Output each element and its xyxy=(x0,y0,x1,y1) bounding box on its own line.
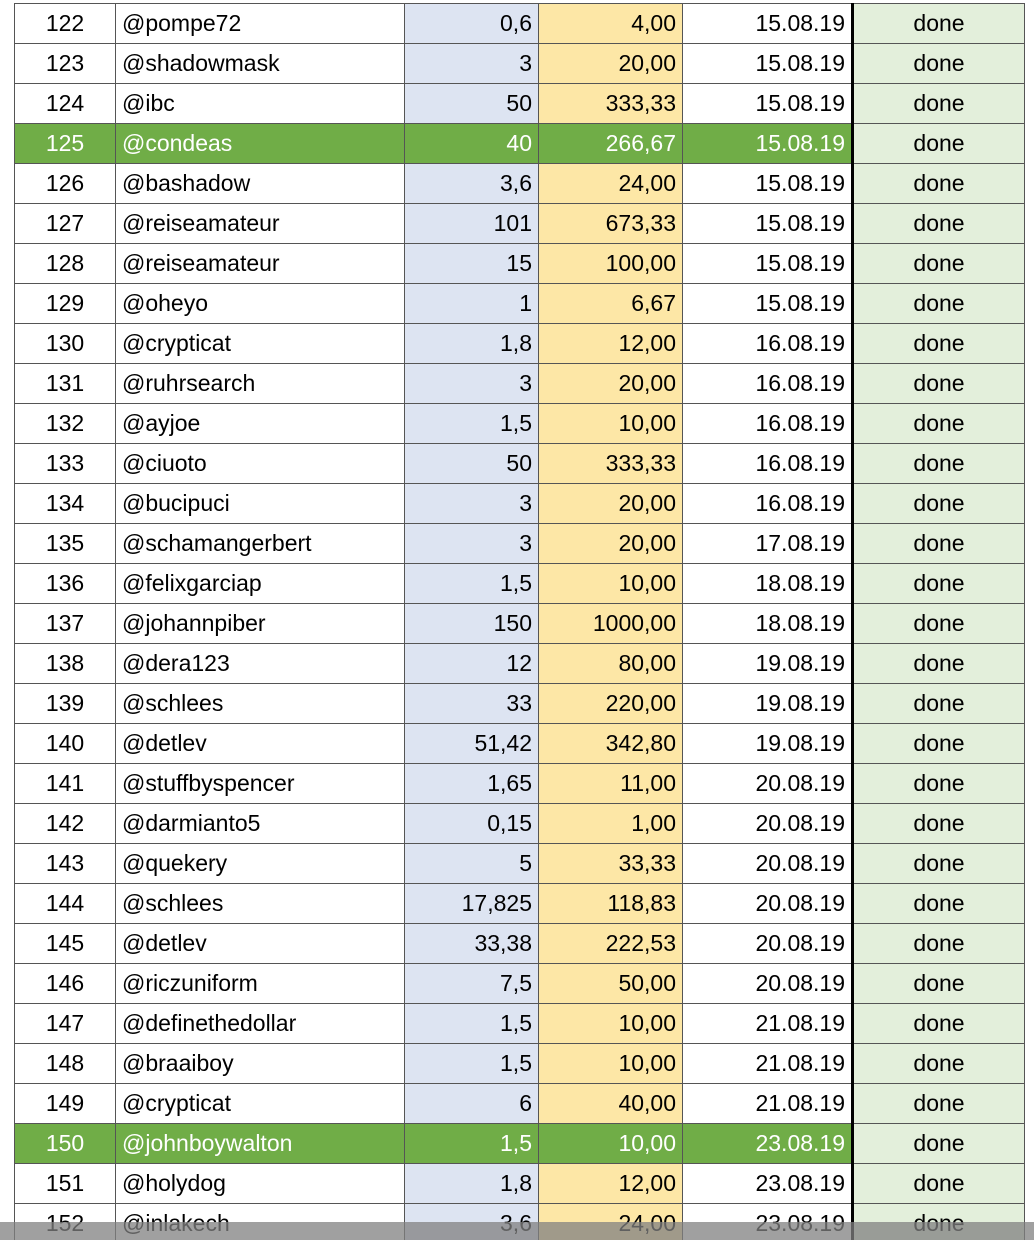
date-cell[interactable]: 23.08.19 xyxy=(683,1124,853,1164)
row-number-cell[interactable]: 143 xyxy=(15,844,116,884)
date-cell[interactable]: 20.08.19 xyxy=(683,924,853,964)
date-cell[interactable]: 15.08.19 xyxy=(683,204,853,244)
amount-cell[interactable]: 5 xyxy=(405,844,539,884)
status-cell[interactable]: done xyxy=(853,484,1025,524)
value-cell[interactable]: 80,00 xyxy=(539,644,683,684)
row-number-cell[interactable]: 149 xyxy=(15,1084,116,1124)
status-cell[interactable]: done xyxy=(853,924,1025,964)
status-cell[interactable]: done xyxy=(853,404,1025,444)
username-cell[interactable]: @schamangerbert xyxy=(116,524,405,564)
amount-cell[interactable]: 1,5 xyxy=(405,564,539,604)
date-cell[interactable]: 15.08.19 xyxy=(683,164,853,204)
row-number-cell[interactable]: 141 xyxy=(15,764,116,804)
row-number-cell[interactable]: 146 xyxy=(15,964,116,1004)
amount-cell[interactable]: 1,5 xyxy=(405,1044,539,1084)
amount-cell[interactable]: 101 xyxy=(405,204,539,244)
status-cell[interactable]: done xyxy=(853,564,1025,604)
row-number-cell[interactable]: 138 xyxy=(15,644,116,684)
date-cell[interactable]: 23.08.19 xyxy=(683,1164,853,1204)
amount-cell[interactable]: 0,6 xyxy=(405,4,539,44)
username-cell[interactable]: @detlev xyxy=(116,724,405,764)
table-row xyxy=(15,804,1025,844)
amount-cell[interactable]: 1 xyxy=(405,284,539,324)
username-cell[interactable]: @schlees xyxy=(116,684,405,724)
date-cell[interactable]: 18.08.19 xyxy=(683,604,853,644)
row-number-cell[interactable]: 124 xyxy=(15,84,116,124)
value-cell[interactable]: 342,80 xyxy=(539,724,683,764)
row-number-cell[interactable]: 135 xyxy=(15,524,116,564)
value-cell[interactable]: 10,00 xyxy=(539,1124,683,1164)
date-cell[interactable]: 16.08.19 xyxy=(683,364,853,404)
value-cell[interactable]: 33,33 xyxy=(539,844,683,884)
table-row xyxy=(15,564,1025,604)
row-number-cell[interactable]: 125 xyxy=(15,124,116,164)
status-cell[interactable]: done xyxy=(853,1044,1025,1084)
amount-cell[interactable]: 3 xyxy=(405,524,539,564)
amount-cell[interactable]: 12 xyxy=(405,644,539,684)
date-cell[interactable]: 20.08.19 xyxy=(683,764,853,804)
status-cell[interactable]: done xyxy=(853,4,1025,44)
table-row xyxy=(15,4,1025,44)
status-cell[interactable]: done xyxy=(853,804,1025,844)
table-row xyxy=(15,924,1025,964)
value-cell[interactable]: 118,83 xyxy=(539,884,683,924)
value-cell[interactable]: 24,00 xyxy=(539,164,683,204)
value-cell[interactable]: 20,00 xyxy=(539,44,683,84)
table-row xyxy=(15,1164,1025,1204)
amount-cell[interactable]: 0,15 xyxy=(405,804,539,844)
value-cell[interactable]: 40,00 xyxy=(539,1084,683,1124)
username-cell[interactable]: @condeas xyxy=(116,124,405,164)
row-number-cell[interactable]: 130 xyxy=(15,324,116,364)
amount-cell[interactable]: 50 xyxy=(405,444,539,484)
table-row xyxy=(15,1084,1025,1124)
status-cell[interactable]: done xyxy=(853,964,1025,1004)
value-cell[interactable]: 1,00 xyxy=(539,804,683,844)
row-number-cell[interactable]: 126 xyxy=(15,164,116,204)
table-row xyxy=(15,404,1025,444)
row-number-cell[interactable]: 134 xyxy=(15,484,116,524)
username-cell[interactable]: @definethedollar xyxy=(116,1004,405,1044)
amount-cell[interactable]: 3,6 xyxy=(405,164,539,204)
date-cell[interactable]: 19.08.19 xyxy=(683,644,853,684)
table-row xyxy=(15,1004,1025,1044)
row-number-cell[interactable]: 127 xyxy=(15,204,116,244)
table-row xyxy=(15,324,1025,364)
row-number-cell[interactable]: 129 xyxy=(15,284,116,324)
value-cell[interactable]: 1000,00 xyxy=(539,604,683,644)
status-cell[interactable]: done xyxy=(853,1084,1025,1124)
username-cell[interactable]: @riczuniform xyxy=(116,964,405,1004)
date-cell[interactable]: 16.08.19 xyxy=(683,404,853,444)
date-cell[interactable]: 16.08.19 xyxy=(683,444,853,484)
table-row xyxy=(15,84,1025,124)
date-cell[interactable]: 21.08.19 xyxy=(683,1004,853,1044)
table-row xyxy=(15,444,1025,484)
username-cell[interactable]: @schlees xyxy=(116,884,405,924)
table-row xyxy=(15,284,1025,324)
status-cell[interactable]: done xyxy=(853,324,1025,364)
status-cell[interactable]: done xyxy=(853,244,1025,284)
status-cell[interactable]: done xyxy=(853,204,1025,244)
username-cell[interactable]: @reiseamateur xyxy=(116,244,405,284)
value-cell[interactable]: 20,00 xyxy=(539,484,683,524)
row-number-cell[interactable]: 136 xyxy=(15,564,116,604)
status-cell[interactable]: done xyxy=(853,1164,1025,1204)
amount-cell[interactable]: 1,5 xyxy=(405,1124,539,1164)
username-cell[interactable]: @bucipuci xyxy=(116,484,405,524)
status-cell[interactable]: done xyxy=(853,764,1025,804)
date-cell[interactable]: 20.08.19 xyxy=(683,844,853,884)
table-body xyxy=(15,4,1025,1240)
date-cell[interactable]: 20.08.19 xyxy=(683,964,853,1004)
value-cell[interactable]: 100,00 xyxy=(539,244,683,284)
value-cell[interactable]: 4,00 xyxy=(539,4,683,44)
table-row xyxy=(15,124,1025,164)
username-cell[interactable]: @dera123 xyxy=(116,644,405,684)
table-row xyxy=(15,724,1025,764)
row-number-cell[interactable]: 122 xyxy=(15,4,116,44)
amount-cell[interactable]: 3 xyxy=(405,484,539,524)
date-cell[interactable]: 17.08.19 xyxy=(683,524,853,564)
date-cell[interactable]: 15.08.19 xyxy=(683,284,853,324)
row-number-cell[interactable]: 139 xyxy=(15,684,116,724)
value-cell[interactable]: 673,33 xyxy=(539,204,683,244)
status-cell[interactable]: done xyxy=(853,124,1025,164)
value-cell[interactable]: 222,53 xyxy=(539,924,683,964)
username-cell[interactable]: @oheyo xyxy=(116,284,405,324)
username-cell[interactable]: @ruhrsearch xyxy=(116,364,405,404)
date-cell[interactable]: 15.08.19 xyxy=(683,244,853,284)
row-number-cell[interactable]: 150 xyxy=(15,1124,116,1164)
payout-table xyxy=(14,3,1025,1240)
row-number-cell[interactable]: 133 xyxy=(15,444,116,484)
table-row xyxy=(15,1044,1025,1084)
row-number-cell[interactable]: 144 xyxy=(15,884,116,924)
status-cell[interactable]: done xyxy=(853,684,1025,724)
date-cell[interactable]: 21.08.19 xyxy=(683,1044,853,1084)
table-row xyxy=(15,884,1025,924)
username-cell[interactable]: @crypticat xyxy=(116,1084,405,1124)
table-row xyxy=(15,1124,1025,1164)
username-cell[interactable]: @ayjoe xyxy=(116,404,405,444)
value-cell[interactable]: 20,00 xyxy=(539,524,683,564)
username-cell[interactable]: @johnboywalton xyxy=(116,1124,405,1164)
username-cell[interactable]: @holydog xyxy=(116,1164,405,1204)
status-cell[interactable]: done xyxy=(853,524,1025,564)
table-row xyxy=(15,644,1025,684)
date-cell[interactable]: 16.08.19 xyxy=(683,324,853,364)
date-cell[interactable]: 19.08.19 xyxy=(683,684,853,724)
date-cell[interactable]: 16.08.19 xyxy=(683,484,853,524)
date-cell[interactable]: 15.08.19 xyxy=(683,84,853,124)
value-cell[interactable]: 11,00 xyxy=(539,764,683,804)
status-cell[interactable]: done xyxy=(853,444,1025,484)
table-row xyxy=(15,204,1025,244)
username-cell[interactable]: @johannpiber xyxy=(116,604,405,644)
amount-cell[interactable]: 3 xyxy=(405,364,539,404)
date-cell[interactable]: 15.08.19 xyxy=(683,44,853,84)
table-row xyxy=(15,764,1025,804)
username-cell[interactable]: @quekery xyxy=(116,844,405,884)
username-cell[interactable]: @detlev xyxy=(116,924,405,964)
date-cell[interactable]: 20.08.19 xyxy=(683,804,853,844)
username-cell[interactable]: @reiseamateur xyxy=(116,204,405,244)
value-cell[interactable]: 12,00 xyxy=(539,324,683,364)
amount-cell[interactable]: 1,65 xyxy=(405,764,539,804)
row-number-cell[interactable]: 147 xyxy=(15,1004,116,1044)
status-cell[interactable]: done xyxy=(853,644,1025,684)
value-cell[interactable]: 10,00 xyxy=(539,564,683,604)
value-cell[interactable]: 50,00 xyxy=(539,964,683,1004)
status-cell[interactable]: done xyxy=(853,1124,1025,1164)
row-number-cell[interactable]: 123 xyxy=(15,44,116,84)
value-cell[interactable]: 333,33 xyxy=(539,444,683,484)
date-cell[interactable]: 15.08.19 xyxy=(683,124,853,164)
username-cell[interactable]: @darmianto5 xyxy=(116,804,405,844)
username-cell[interactable]: @felixgarciap xyxy=(116,564,405,604)
table-row xyxy=(15,964,1025,1004)
status-cell[interactable]: done xyxy=(853,364,1025,404)
status-cell[interactable]: done xyxy=(853,84,1025,124)
amount-cell[interactable]: 33,38 xyxy=(405,924,539,964)
value-cell[interactable]: 6,67 xyxy=(539,284,683,324)
table-row xyxy=(15,524,1025,564)
value-cell[interactable]: 12,00 xyxy=(539,1164,683,1204)
table-row xyxy=(15,604,1025,644)
username-cell[interactable]: @braaiboy xyxy=(116,1044,405,1084)
amount-cell[interactable]: 1,8 xyxy=(405,324,539,364)
table-row xyxy=(15,244,1025,284)
value-cell[interactable]: 333,33 xyxy=(539,84,683,124)
status-cell[interactable]: done xyxy=(853,844,1025,884)
amount-cell[interactable]: 3 xyxy=(405,44,539,84)
username-cell[interactable]: @stuffbyspencer xyxy=(116,764,405,804)
row-number-cell[interactable]: 137 xyxy=(15,604,116,644)
value-cell[interactable]: 266,67 xyxy=(539,124,683,164)
row-number-cell[interactable]: 142 xyxy=(15,804,116,844)
status-cell[interactable]: done xyxy=(853,164,1025,204)
status-cell[interactable]: done xyxy=(853,284,1025,324)
amount-cell[interactable]: 1,5 xyxy=(405,404,539,444)
username-cell[interactable]: @bashadow xyxy=(116,164,405,204)
status-cell[interactable]: done xyxy=(853,884,1025,924)
amount-cell[interactable]: 1,8 xyxy=(405,1164,539,1204)
amount-cell[interactable]: 33 xyxy=(405,684,539,724)
table-row xyxy=(15,484,1025,524)
amount-cell[interactable]: 6 xyxy=(405,1084,539,1124)
row-number-cell[interactable]: 145 xyxy=(15,924,116,964)
amount-cell[interactable]: 150 xyxy=(405,604,539,644)
username-cell[interactable]: @pompe72 xyxy=(116,4,405,44)
row-number-cell[interactable]: 148 xyxy=(15,1044,116,1084)
amount-cell[interactable]: 40 xyxy=(405,124,539,164)
row-number-cell[interactable]: 140 xyxy=(15,724,116,764)
table-row xyxy=(15,364,1025,404)
username-cell[interactable]: @ibc xyxy=(116,84,405,124)
amount-cell[interactable]: 17,825 xyxy=(405,884,539,924)
amount-cell[interactable]: 51,42 xyxy=(405,724,539,764)
username-cell[interactable]: @ciuoto xyxy=(116,444,405,484)
amount-cell[interactable]: 7,5 xyxy=(405,964,539,1004)
row-number-cell[interactable]: 132 xyxy=(15,404,116,444)
date-cell[interactable]: 15.08.19 xyxy=(683,4,853,44)
amount-cell[interactable]: 15 xyxy=(405,244,539,284)
amount-cell[interactable]: 1,5 xyxy=(405,1004,539,1044)
row-number-cell[interactable]: 151 xyxy=(15,1164,116,1204)
value-cell[interactable]: 220,00 xyxy=(539,684,683,724)
amount-cell[interactable]: 50 xyxy=(405,84,539,124)
username-cell[interactable]: @shadowmask xyxy=(116,44,405,84)
table-row xyxy=(15,164,1025,204)
username-cell[interactable]: @crypticat xyxy=(116,324,405,364)
value-cell[interactable]: 10,00 xyxy=(539,404,683,444)
date-cell[interactable]: 20.08.19 xyxy=(683,884,853,924)
table-row xyxy=(15,684,1025,724)
date-cell[interactable]: 18.08.19 xyxy=(683,564,853,604)
status-cell[interactable]: done xyxy=(853,1004,1025,1044)
status-cell[interactable]: done xyxy=(853,604,1025,644)
table-row xyxy=(15,44,1025,84)
value-cell[interactable]: 10,00 xyxy=(539,1044,683,1084)
status-cell[interactable]: done xyxy=(853,44,1025,84)
date-cell[interactable]: 19.08.19 xyxy=(683,724,853,764)
row-number-cell[interactable]: 128 xyxy=(15,244,116,284)
value-cell[interactable]: 10,00 xyxy=(539,1004,683,1044)
row-number-cell[interactable]: 131 xyxy=(15,364,116,404)
value-cell[interactable]: 20,00 xyxy=(539,364,683,404)
bottom-overlay-bar xyxy=(0,1222,1034,1240)
date-cell[interactable]: 21.08.19 xyxy=(683,1084,853,1124)
status-cell[interactable]: done xyxy=(853,724,1025,764)
table-row xyxy=(15,844,1025,884)
